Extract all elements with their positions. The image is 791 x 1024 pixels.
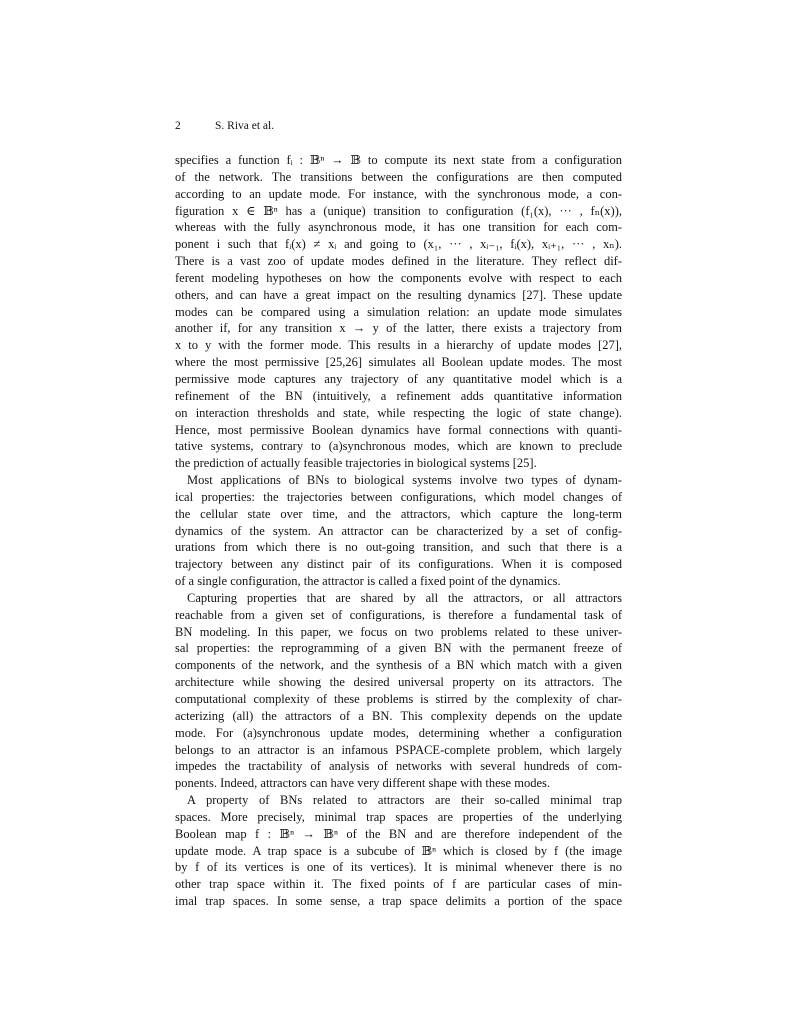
- text-line: Hence, most permissive Boolean dynamics have formal connections with quanti-: [175, 422, 622, 437]
- text-line: acterizing (all) the attractors of a BN. This complexity depends on the update: [175, 708, 622, 723]
- text-line: refinement of the BN (intuitively, a refinement adds quantitative information: [175, 388, 622, 403]
- text-line: Most applications of BNs to biological systems involve two types of dynam-: [187, 473, 622, 488]
- text-line: ponents. Indeed, attractors can have very different shape with these modes.: [175, 776, 550, 791]
- text-line: A property of BNs related to attractors are their so-called minimal trap: [187, 793, 622, 808]
- text-line: others, and can have a great impact on the resulting dynamics [27]. These update: [175, 287, 622, 302]
- text-line: trajectory between any distinct pair of its configurations. When it is composed: [175, 557, 622, 572]
- paragraph: [175, 792, 622, 910]
- text-line: urations from which there is no out-going transition, and such that there is a: [175, 540, 622, 555]
- text-line: architecture while showing the desired universal property on its attractors. The: [175, 675, 622, 690]
- text-line: by f of its vertices is one of its vertices). It is minimal whenever there is no: [175, 860, 622, 875]
- text-line: specifies a function fᵢ : 𝔹ⁿ → 𝔹 to compute its next state from a configuration: [175, 153, 622, 167]
- text-line: permissive mode captures any trajectory of any quantitative model which is a: [175, 371, 622, 386]
- text-line: impedes the tractability of analysis of networks with several hundreds of com-: [175, 759, 622, 774]
- text-line: figuration x ∈ 𝔹ⁿ has a (unique) transition to configuration (f₁(x), ··· , fₙ(x)),: [175, 203, 622, 218]
- text-line: of the network. The transitions between the configurations are then computed: [175, 169, 622, 184]
- text-line: mode. For (a)synchronous update modes, determining whether a configuration: [175, 725, 622, 740]
- text-line: tative systems, contrary to (a)synchronous modes, which are known to preclude: [175, 439, 622, 454]
- text-line: ponent i such that fᵢ(x) ≠ xᵢ and going to (x₁, ··· , xᵢ₋₁, fᵢ(x), xᵢ₊₁, ··· , xₙ).: [175, 237, 622, 252]
- text-line: according to an update mode. For instance, with the synchronous mode, a con-: [175, 186, 622, 201]
- text-line: Boolean map f : 𝔹ⁿ → 𝔹ⁿ of the BN and are therefore independent of the: [175, 826, 622, 841]
- text-line: another if, for any transition x → y of the latter, there exists a trajectory from: [175, 321, 622, 336]
- text-line: the prediction of actually feasible trajectories in biological systems [25].: [175, 456, 537, 471]
- text-line: Capturing properties that are shared by all the attractors, or all attractors: [187, 590, 622, 605]
- text-line: components of the network, and the synthesis of a BN which match with a given: [175, 658, 622, 673]
- text-line: belongs to an attractor is an infamous PSPACE-complete problem, which largely: [175, 742, 622, 757]
- text-line: There is a vast zoo of update modes defined in the literature. They reflect dif-: [175, 254, 622, 269]
- text-line: where the most permissive [25,26] simulates all Boolean update modes. The most: [175, 355, 622, 370]
- paragraph: [175, 152, 622, 472]
- text-line: dynamics of the system. An attractor can be characterized by a set of config-: [175, 523, 622, 538]
- text-line: BN modeling. In this paper, we focus on two problems related to these univer-: [175, 624, 622, 639]
- text-line: update mode. A trap space is a subcube of 𝔹ⁿ which is closed by f (the image: [175, 843, 622, 858]
- text-line: spaces. More precisely, minimal trap spaces are properties of the underlying: [175, 809, 622, 824]
- body-text: [175, 152, 622, 910]
- text-line: whereas with the fully asynchronous mode, it has one transition for each com-: [175, 220, 622, 235]
- text-line: ical properties: the trajectories between configurations, which model changes of: [175, 489, 622, 504]
- text-line: on interaction thresholds and state, while respecting the logic of state change).: [175, 405, 622, 420]
- text-line: the cellular state over time, and the attractors, which capture the long-term: [175, 506, 622, 521]
- paragraph: [175, 472, 622, 590]
- text-line: ferent modeling hypotheses on how the components evolve with respect to each: [175, 270, 622, 285]
- text-line: sal properties: the reprogramming of a given BN with the permanent freeze of: [175, 641, 622, 656]
- running-head: [175, 119, 274, 133]
- text-line: other trap space within it. The fixed points of f are particular cases of min-: [175, 877, 622, 892]
- paragraph: [175, 590, 622, 792]
- text-line: reachable from a given set of configurations, is therefore a fundamental task of: [175, 607, 622, 622]
- text-line: computational complexity of these problems is stirred by the complexity of char-: [175, 692, 622, 706]
- text-line: x to y with the former mode. This results in a hierarchy of update modes [27],: [175, 338, 622, 353]
- text-line: modes can be compared using a simulation relation: an update mode simulates: [175, 304, 622, 319]
- page-number: 2: [175, 120, 181, 132]
- text-line: of a single configuration, the attractor is called a fixed point of the dynamics.: [175, 574, 561, 589]
- text-line: imal trap spaces. In some sense, a trap space delimits a portion of the space: [175, 894, 622, 909]
- running-head-authors: S. Riva et al.: [215, 120, 275, 132]
